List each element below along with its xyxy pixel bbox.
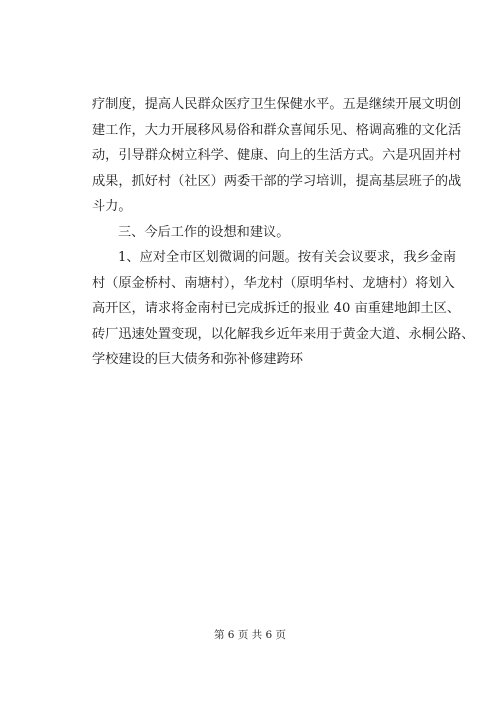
- text-line: 1、应对全市区划微调的问题。按有关会议要求，我乡金南: [118, 250, 457, 265]
- text-line: 动，引导群众树立科学、健康、向上的生活方式。六是巩固并村: [92, 148, 462, 163]
- document-body: [92, 92, 475, 373]
- text-line: 斗力。: [92, 199, 132, 214]
- text-line: 建工作，大力开展移风易俗和群众喜闻乐见、格调高雅的文化活: [92, 122, 462, 138]
- section-heading: 三、今后工作的设想和建议。: [118, 224, 290, 240]
- text-line: 砖厂迅速处置变现，以化解我乡近年来用于黄金大道、永桐公路、: [92, 326, 475, 342]
- text-line: 高开区，请求将金南村已完成拆迁的报业 40 亩重建地卸土区、: [92, 301, 461, 316]
- text-line: 成果，抓好村（社区）两委干部的学习培训，提高基层班子的战: [92, 173, 462, 189]
- text-line: 村（原金桥村、南塘村），华龙村（原明华村、龙塘村）将划入: [92, 275, 455, 291]
- text-line: 学校建设的巨大债务和弥补修建跨环: [92, 352, 303, 367]
- text-line: 疗制度，提高人民群众医疗卫生保健水平。五是继续开展文明创: [92, 97, 462, 112]
- page-footer: 第 6 页 共 6 页: [213, 629, 287, 641]
